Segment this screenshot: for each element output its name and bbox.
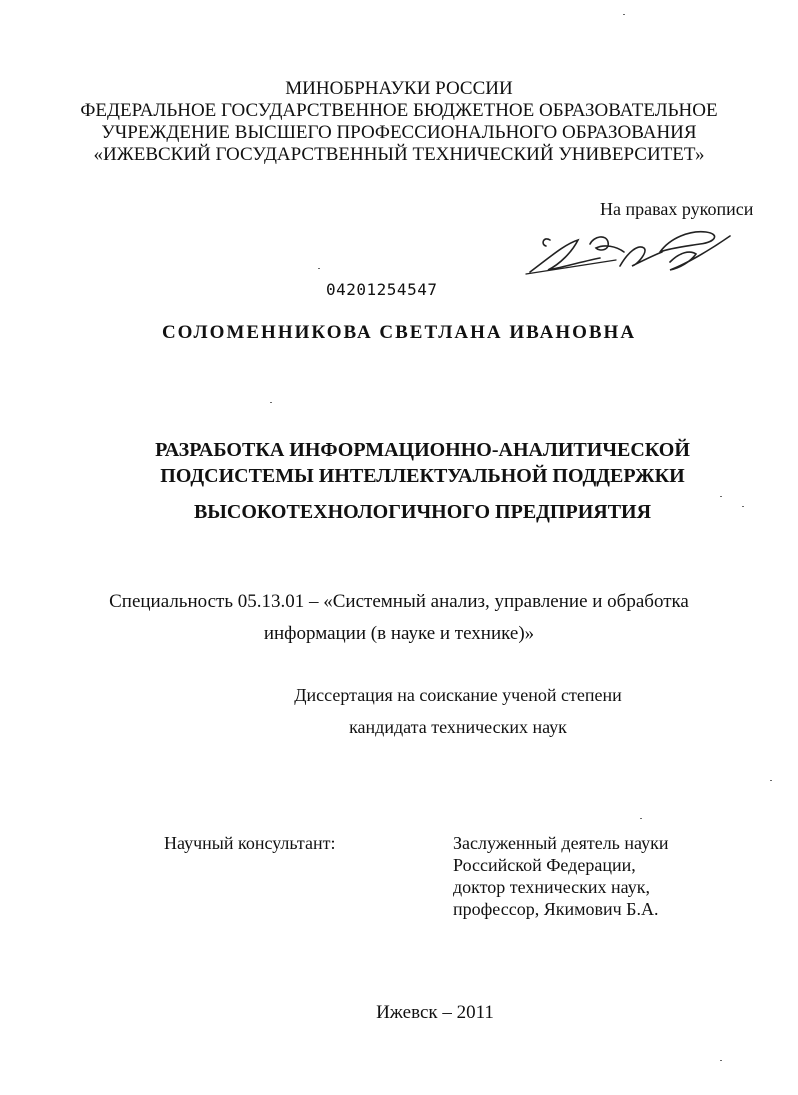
registration-code: 04201254547 bbox=[326, 280, 438, 299]
header-line-ministry: МИНОБРНАУКИ РОССИИ bbox=[285, 78, 513, 99]
header-line-institution: УЧРЕЖДЕНИЕ ВЫСШЕГО ПРОФЕССИОНАЛЬНОГО ОБРАЗОВАНИЯ bbox=[101, 122, 697, 143]
city-year: Ижевск – 2011 bbox=[376, 1002, 494, 1023]
degree-statement bbox=[0, 681, 798, 745]
scan-speck bbox=[623, 14, 625, 15]
handwritten-signature bbox=[520, 222, 740, 282]
consultant-info-line: доктор технических наук, bbox=[453, 877, 650, 897]
dissertation-title bbox=[0, 435, 798, 527]
title-line: ВЫСОКОТЕХНОЛОГИЧНОГО ПРЕДПРИЯТИЯ bbox=[193, 501, 652, 523]
degree-line: Диссертация на соискание ученой степени bbox=[294, 685, 622, 705]
consultant-info-line: профессор, Якимович Б.А. bbox=[453, 899, 659, 919]
title-line: РАЗРАБОТКА ИНФОРМАЦИОННО-АНАЛИТИЧЕСКОЙ bbox=[155, 439, 690, 461]
specialty-statement bbox=[0, 588, 798, 652]
header-line-university: «ИЖЕВСКИЙ ГОСУДАРСТВЕННЫЙ ТЕХНИЧЕСКИЙ УНИВЕРСИТЕТ» bbox=[93, 144, 705, 165]
scan-speck bbox=[742, 506, 744, 507]
scan-speck bbox=[720, 496, 722, 497]
scan-speck bbox=[720, 1060, 722, 1061]
author-name: СОЛОМЕННИКОВА СВЕТЛАНА ИВАНОВНА bbox=[161, 322, 637, 343]
specialty-line: информации (в науке и технике)» bbox=[263, 623, 535, 644]
consultant-info-line: Заслуженный деятель науки bbox=[453, 833, 669, 853]
manuscript-note: На правах рукописи bbox=[600, 199, 754, 219]
consultant-info bbox=[453, 832, 668, 920]
scan-speck bbox=[640, 818, 642, 819]
scan-speck bbox=[318, 268, 320, 269]
degree-line: кандидата технических наук bbox=[349, 717, 567, 737]
scan-speck bbox=[270, 402, 272, 403]
specialty-line: Специальность 05.13.01 – «Системный анализ, управление и обработка bbox=[109, 591, 689, 612]
title-line: ПОДСИСТЕМЫ ИНТЕЛЛЕКТУАЛЬНОЙ ПОДДЕРЖКИ bbox=[160, 465, 685, 487]
scan-speck bbox=[770, 780, 772, 781]
consultant-label: Научный консультант: bbox=[164, 833, 336, 853]
consultant-info-line: Российской Федерации, bbox=[453, 855, 636, 875]
header-line-federal: ФЕДЕРАЛЬНОЕ ГОСУДАРСТВЕННОЕ БЮДЖЕТНОЕ ОБРАЗОВАТЕЛЬНОЕ bbox=[80, 100, 718, 121]
institution-header bbox=[0, 78, 798, 166]
